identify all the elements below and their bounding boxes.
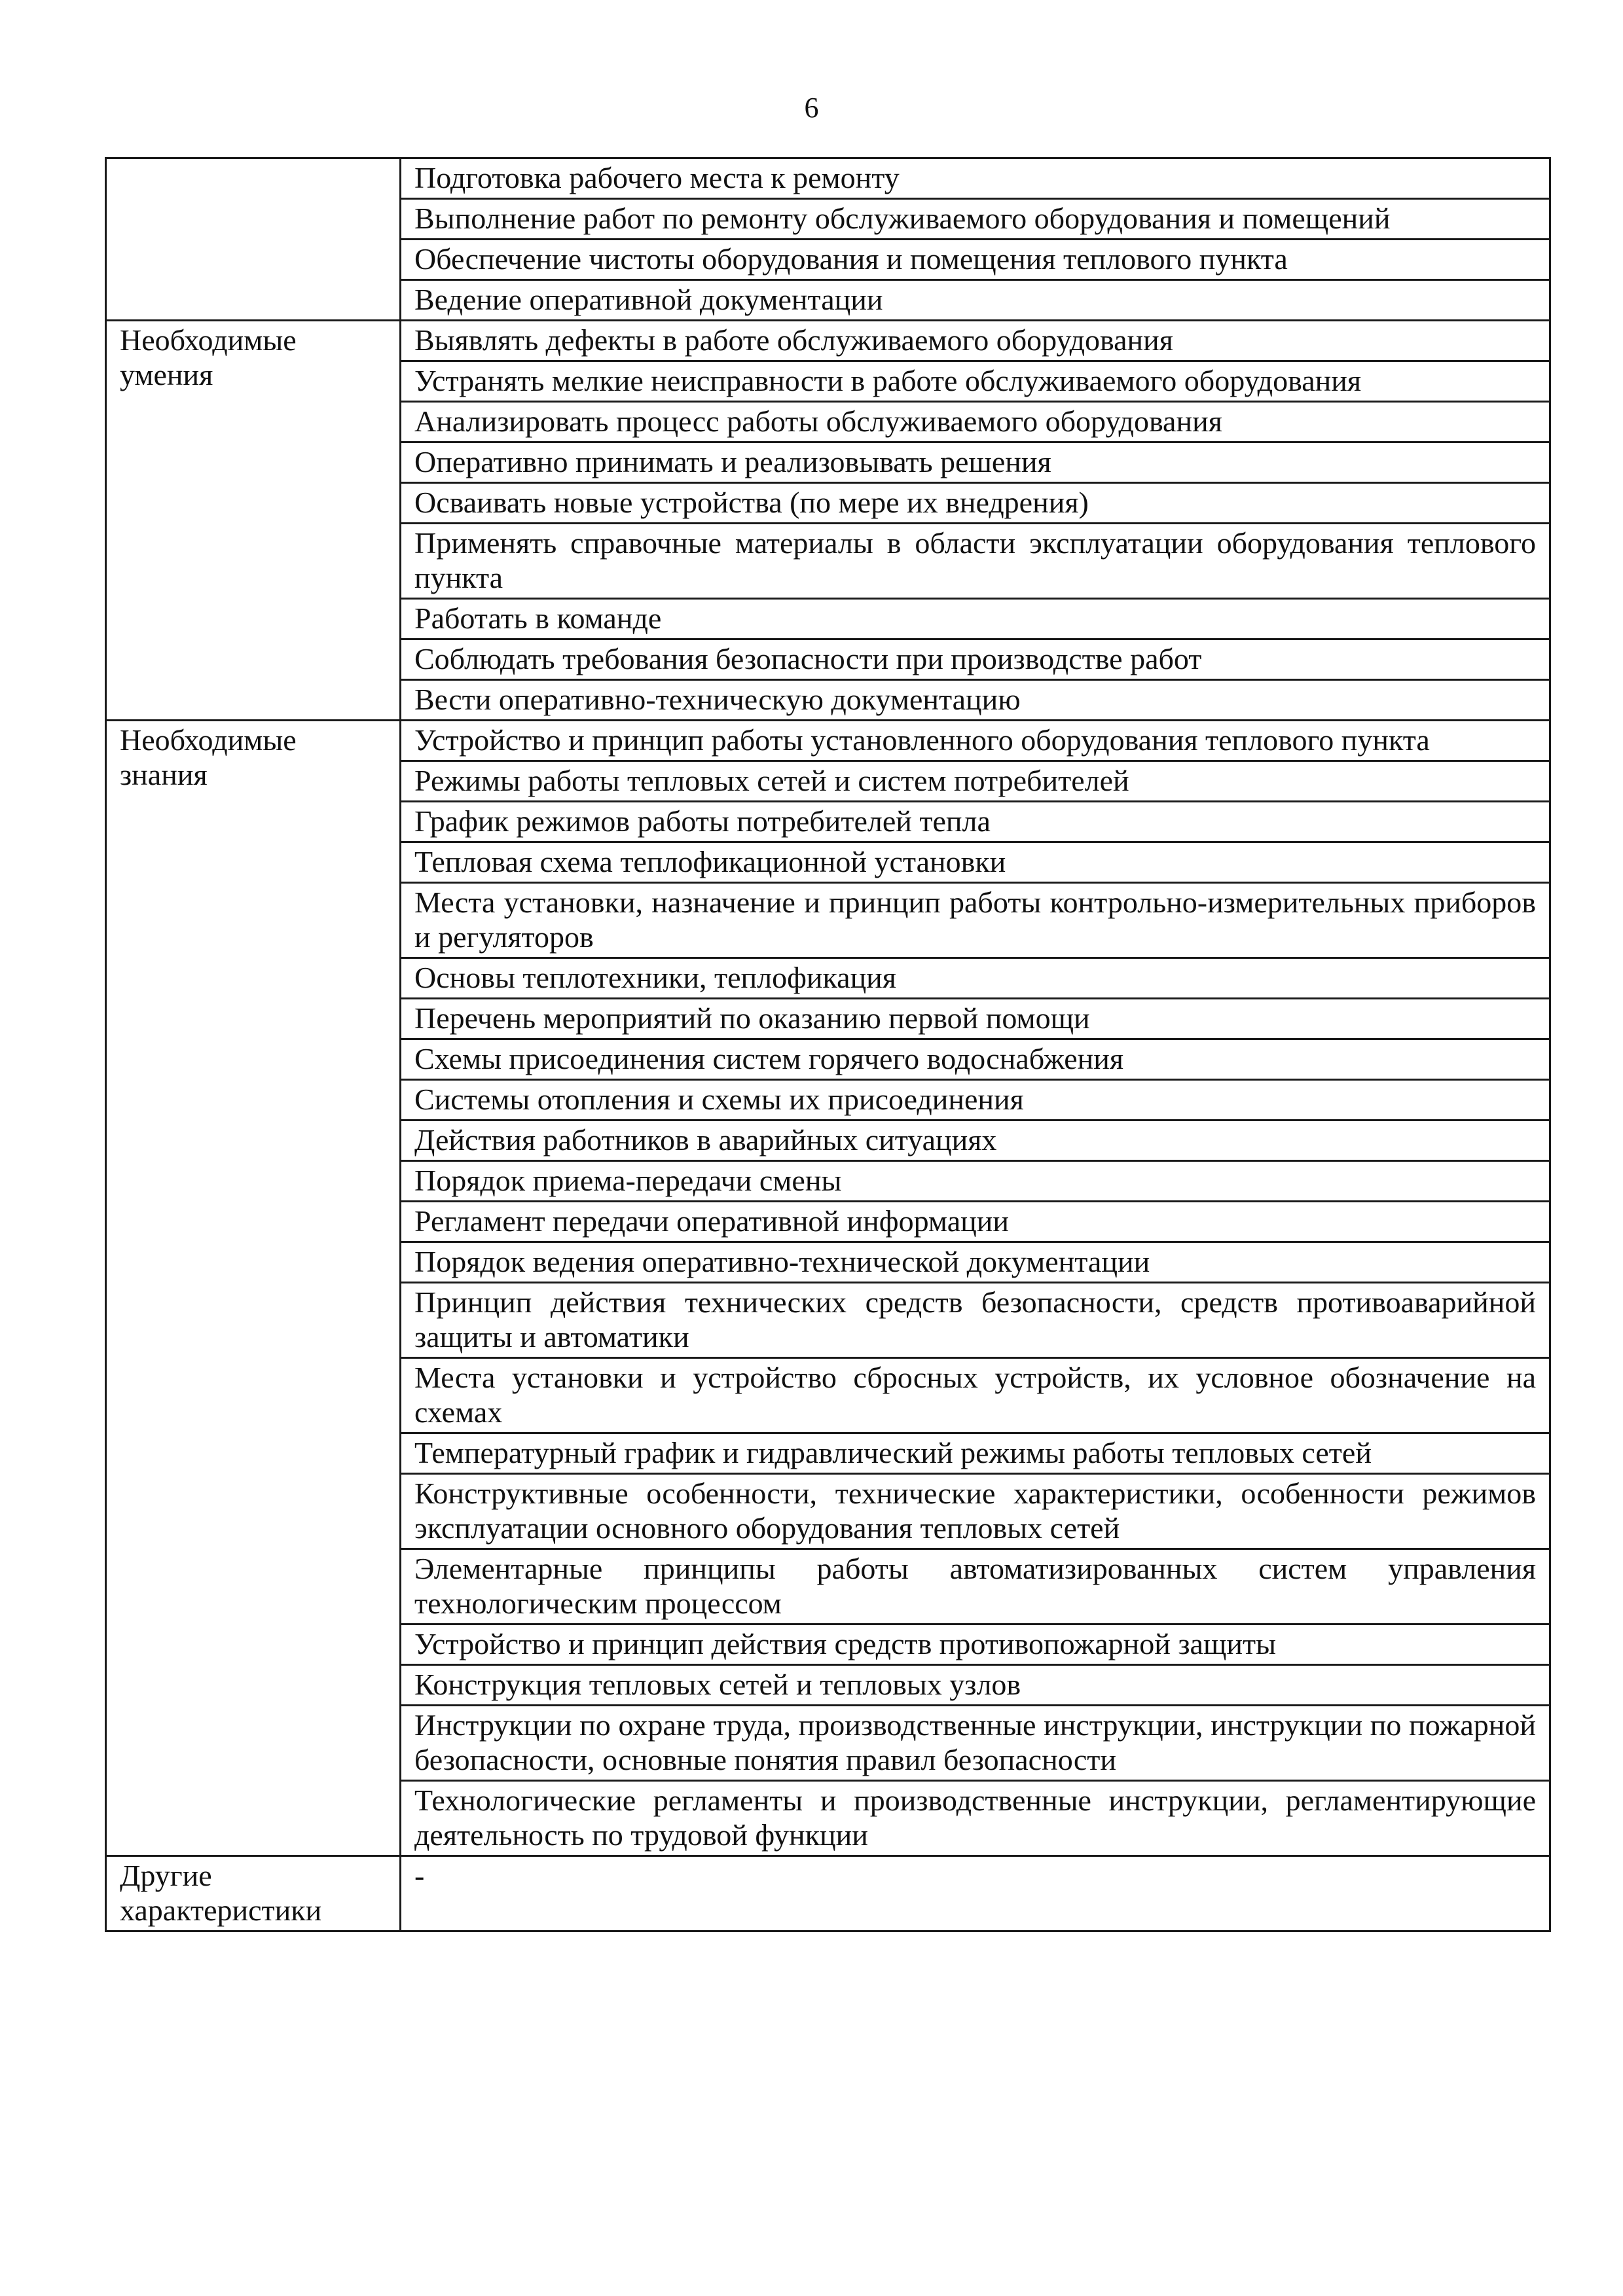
skills-item: Осваивать новые устройства (по мере их внедрения)	[401, 483, 1550, 524]
knowledge-item: Порядок приема-передачи смены	[401, 1161, 1550, 1202]
continued-actions-item: Подготовка рабочего места к ремонту	[401, 158, 1550, 199]
requirements-table	[105, 157, 1551, 1932]
table-row	[106, 321, 1550, 361]
other-value: -	[401, 1856, 1550, 1931]
table-row	[106, 1856, 1550, 1931]
knowledge-item: Схемы присоединения систем горячего водоснабжения	[401, 1039, 1550, 1080]
knowledge-item: Принцип действия технических средств безопасности, средств противоаварийной защиты и автоматики	[401, 1283, 1550, 1358]
knowledge-item: Перечень мероприятий по оказанию первой помощи	[401, 999, 1550, 1039]
continued-actions-label	[106, 158, 401, 321]
skills-item: Работать в команде	[401, 599, 1550, 639]
skills-item: Анализировать процесс работы обслуживаемого оборудования	[401, 402, 1550, 442]
continued-actions-item: Обеспечение чистоты оборудования и помещения теплового пункта	[401, 240, 1550, 280]
knowledge-item: Места установки и устройство сбросных устройств, их условное обозначение на схемах	[401, 1358, 1550, 1433]
other-label: Другие характеристики	[106, 1856, 401, 1931]
knowledge-item: Устройство и принцип работы установленного оборудования теплового пункта	[401, 721, 1550, 761]
skills-item: Оперативно принимать и реализовывать решения	[401, 442, 1550, 483]
knowledge-item: Системы отопления и схемы их присоединения	[401, 1080, 1550, 1121]
table-row	[106, 158, 1550, 199]
knowledge-item: Порядок ведения оперативно-технической документации	[401, 1242, 1550, 1283]
knowledge-item: Элементарные принципы работы автоматизированных систем управления технологическим процессом	[401, 1549, 1550, 1624]
skills-item: Соблюдать требования безопасности при производстве работ	[401, 639, 1550, 680]
skills-item: Применять справочные материалы в области эксплуатации оборудования теплового пункта	[401, 524, 1550, 599]
continued-actions-item: Ведение оперативной документации	[401, 280, 1550, 321]
knowledge-label: Необходимые знания	[106, 721, 401, 1856]
knowledge-item: Устройство и принцип действия средств противопожарной защиты	[401, 1624, 1550, 1665]
knowledge-item: Режимы работы тепловых сетей и систем потребителей	[401, 761, 1550, 802]
knowledge-item: Инструкции по охране труда, производственные инструкции, инструкции по пожарной безопасности, основные понятия правил безопасности	[401, 1706, 1550, 1781]
knowledge-item: Основы теплотехники, теплофикация	[401, 958, 1550, 999]
knowledge-item: Конструктивные особенности, технические характеристики, особенности режимов эксплуатации основного оборудования тепловых сетей	[401, 1474, 1550, 1549]
knowledge-item: Места установки, назначение и принцип работы контрольно-измерительных приборов и регуляторов	[401, 883, 1550, 958]
skills-label: Необходимые умения	[106, 321, 401, 721]
knowledge-item: График режимов работы потребителей тепла	[401, 802, 1550, 842]
knowledge-item: Тепловая схема теплофикационной установки	[401, 842, 1550, 883]
table-row	[106, 721, 1550, 761]
continued-actions-item: Выполнение работ по ремонту обслуживаемого оборудования и помещений	[401, 199, 1550, 240]
knowledge-item: Регламент передачи оперативной информации	[401, 1202, 1550, 1242]
skills-item: Вести оперативно-техническую документацию	[401, 680, 1550, 721]
knowledge-item: Технологические регламенты и производственные инструкции, регламентирующие деятельность по трудовой функции	[401, 1781, 1550, 1856]
skills-item: Выявлять дефекты в работе обслуживаемого оборудования	[401, 321, 1550, 361]
skills-item: Устранять мелкие неисправности в работе обслуживаемого оборудования	[401, 361, 1550, 402]
knowledge-item: Действия работников в аварийных ситуациях	[401, 1121, 1550, 1161]
knowledge-item: Температурный график и гидравлический режимы работы тепловых сетей	[401, 1433, 1550, 1474]
page-number: 6	[804, 92, 819, 124]
knowledge-item: Конструкция тепловых сетей и тепловых узлов	[401, 1665, 1550, 1706]
